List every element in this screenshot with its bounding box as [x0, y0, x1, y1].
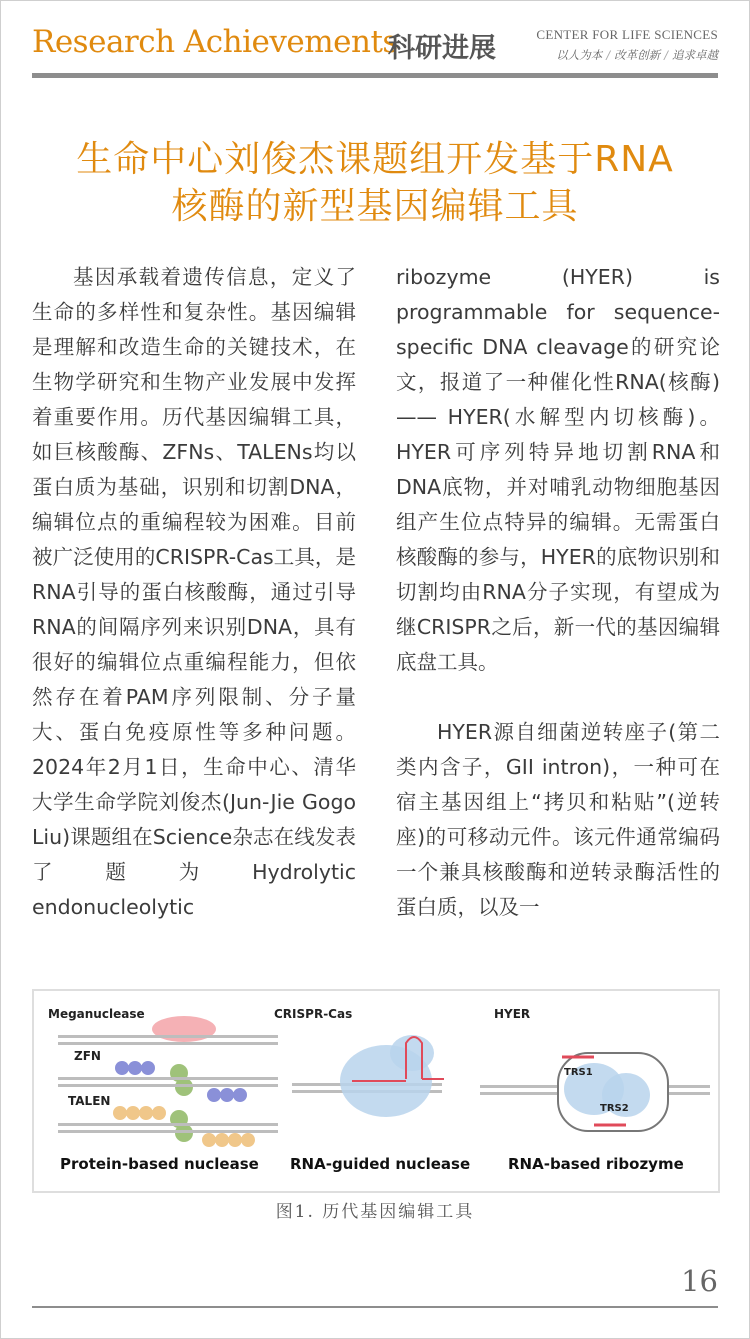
section-title-cn: 科研进展: [388, 33, 496, 64]
panel-label-meganuclease: Meganuclease: [48, 1007, 145, 1021]
panel-label-talen: TALEN: [68, 1094, 111, 1108]
motto-item: 改革创新: [614, 48, 661, 62]
motto-item: 以人为本: [556, 48, 603, 62]
figure-caption: 图1. 历代基因编辑工具: [275, 1202, 475, 1222]
panel-label-zfn: ZFN: [74, 1049, 101, 1063]
page-number: 16: [681, 1264, 718, 1298]
footer-rule: [32, 1306, 718, 1308]
panel-label-trs2: TRS2: [600, 1103, 629, 1114]
crispr-cas-diagram: [292, 1035, 444, 1117]
panel-label-crispr: CRISPR-Cas: [274, 1007, 353, 1021]
article-title-line: 核酶的新型基因编辑工具: [171, 186, 579, 227]
panel-caption: RNA-based ribozyme: [508, 1155, 684, 1173]
panel-label-trs1: TRS1: [564, 1067, 593, 1078]
figure-gene-editing-tools: [32, 989, 720, 1193]
column-right: [396, 260, 720, 925]
center-name: CENTER FOR LIFE SCIENCES: [536, 27, 718, 42]
zfn-diagram: [58, 1061, 278, 1102]
talen-diagram: [58, 1106, 278, 1147]
panel-caption: Protein-based nuclease: [60, 1155, 259, 1173]
hyer-diagram: [480, 1053, 710, 1131]
center-branding: [536, 27, 718, 63]
article-title: [20, 136, 730, 230]
panel-caption: RNA-guided nuclease: [290, 1155, 471, 1173]
article-title-line: 生命中心刘俊杰课题组开发基于RNA: [76, 139, 674, 180]
meganuclease-diagram: [58, 1016, 278, 1045]
column-left: [32, 260, 356, 925]
header-rule: [32, 73, 718, 78]
motto-item: 追求卓越: [672, 48, 718, 62]
body-paragraph: 基因承载着遗传信息，定义了生命的多样性和复杂性。基因编辑是理解和改造生命的关键技术，在生物学研究和生物产业发展中发挥着重要作用。历代基因编辑工具，如巨核酸酶、ZFNs、TALENs均以蛋白质为基础，识别和切割DNA，编辑位点的重编程较为困难。目前被广泛使用的CRISPR-Cas工具，是RNA引导的蛋白核酸酶，通过引导RNA的间隔序列来识别DNA，具有很好的编辑位点重编程能力，但依然存在着PAM序列限制、分子量大、蛋白免疫原性等多种问题。2024年2月1日，生命中心、清华大学生命学院刘俊杰(Jun-Jie Gogo Liu)课题组在Science杂志在线发表了题为Hydrolytic endonucleolytic: [32, 265, 356, 919]
body-paragraph: HYER源自细菌逆转座子(第二类内含子，GII intron)，一种可在宿主基因组上“拷贝和粘贴”(逆转座)的可移动元件。该元件通常编码一个兼具核酸酶和逆转录酶活性的蛋白质，以及一: [396, 720, 720, 919]
body-paragraph: ribozyme (HYER) is programmable for sequence-specific DNA cleavage的研究论文，报道了一种催化性RNA(核酶) —— HYER(水解型内切核酶)。HYER可序列特异地切割RNA和DNA底物，并对哺乳动物细胞基因组产生位点特异的编辑。无需蛋白核酸酶的参与，HYER的底物识别和切割均由RNA分子实现，有望成为继CRISPR之后，新一代的基因编辑底盘工具。: [396, 265, 720, 674]
motto: 以人为本 / 改革创新 / 追求卓越: [556, 48, 718, 62]
section-title-en: Research Achievements: [32, 24, 398, 60]
panel-label-hyer: HYER: [494, 1007, 531, 1021]
